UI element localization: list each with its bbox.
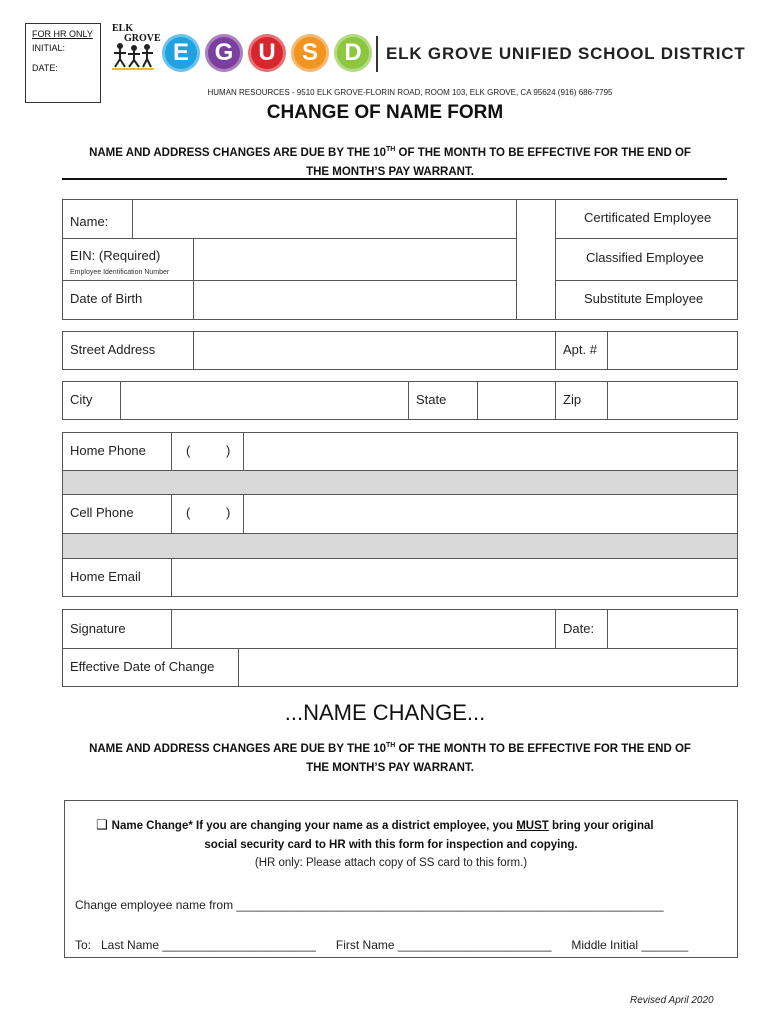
hr-only-box bbox=[25, 23, 101, 103]
home-phone-area-code-input[interactable] bbox=[193, 434, 223, 468]
dob-input[interactable] bbox=[195, 282, 515, 319]
logo-letter-u: U bbox=[248, 34, 286, 72]
home-phone-label: Home Phone bbox=[70, 443, 146, 458]
signature-label: Signature bbox=[70, 621, 126, 636]
state-label: State bbox=[416, 392, 447, 407]
col-divider bbox=[408, 381, 409, 420]
form-title: CHANGE OF NAME FORM bbox=[266, 102, 504, 123]
home-phone-input[interactable] bbox=[245, 434, 736, 468]
name-input[interactable] bbox=[134, 201, 514, 236]
col-divider bbox=[171, 494, 172, 533]
name-change-line2: social security card to HR with this form for inspection and copying. bbox=[204, 839, 578, 851]
zip-label: Zip bbox=[563, 392, 582, 407]
logo-text-elk: ELK bbox=[112, 23, 134, 34]
col-divider bbox=[607, 331, 608, 370]
substitute-checkbox[interactable] bbox=[518, 282, 554, 319]
notice-rule bbox=[62, 178, 727, 180]
header-divider bbox=[376, 36, 378, 72]
row-divider bbox=[555, 280, 738, 281]
logo-text-grove: GROVE bbox=[124, 33, 161, 44]
cell-phone-label: Cell Phone bbox=[70, 505, 134, 520]
hr-only-note: (HR only: Please attach copy of SS card to this form.) bbox=[254, 857, 528, 869]
gray-spacer-row bbox=[63, 471, 737, 494]
col-divider bbox=[555, 331, 556, 370]
apt-input[interactable] bbox=[609, 333, 736, 368]
col-divider bbox=[243, 432, 244, 470]
hr-date-label: DATE: bbox=[32, 62, 58, 73]
gray-spacer-row bbox=[63, 534, 737, 558]
row-divider bbox=[62, 558, 738, 559]
signature-date-input[interactable] bbox=[609, 611, 736, 646]
street-address-input[interactable] bbox=[195, 333, 553, 368]
col-divider bbox=[171, 558, 172, 597]
col-divider bbox=[607, 381, 608, 420]
col-divider bbox=[120, 381, 121, 420]
hr-only-title: FOR HR ONLY bbox=[32, 29, 93, 39]
col-divider bbox=[171, 432, 172, 470]
name-change-checkbox[interactable]: ❑ bbox=[96, 817, 108, 832]
logo-letter-d: D bbox=[334, 34, 372, 72]
area-code-close-paren: ) bbox=[226, 505, 231, 520]
ein-label: EIN: (Required) bbox=[70, 248, 161, 263]
row-divider bbox=[62, 238, 516, 239]
logo-letter-g: G bbox=[205, 34, 243, 72]
row-divider bbox=[62, 533, 738, 534]
signature-date-label: Date: bbox=[563, 621, 595, 636]
classified-checkbox[interactable] bbox=[518, 240, 554, 279]
home-email-input[interactable] bbox=[173, 560, 736, 595]
home-email-label: Home Email bbox=[70, 569, 141, 584]
col-divider bbox=[555, 199, 556, 320]
elk-grove-logo bbox=[112, 23, 161, 70]
effective-date-input[interactable] bbox=[240, 650, 736, 685]
city-input[interactable] bbox=[122, 383, 406, 418]
effective-date-label: Effective Date of Change bbox=[70, 659, 215, 674]
deadline-notice-repeat: NAME AND ADDRESS CHANGES ARE DUE BY THE 10TH OF THE MONTH TO BE EFFECTIVE FOR THE END OF THE MONTH’S PAY WARRANT. bbox=[89, 742, 691, 774]
col-divider bbox=[516, 199, 517, 320]
change-from-line: Change employee name from ________________________________________________________________ bbox=[75, 898, 664, 912]
state-input[interactable] bbox=[479, 383, 553, 418]
col-divider bbox=[555, 381, 556, 420]
col-divider bbox=[193, 331, 194, 370]
cell-phone-input[interactable] bbox=[245, 496, 736, 531]
hr-initial-label: INITIAL: bbox=[32, 42, 66, 53]
logo-letter-s: S bbox=[291, 34, 329, 72]
area-code-open-paren: ( bbox=[186, 505, 191, 520]
area-code-open-paren: ( bbox=[186, 443, 191, 458]
apt-label: Apt. # bbox=[563, 342, 597, 357]
dob-label: Date of Birth bbox=[70, 291, 143, 306]
new-name-line: To: Last Name _______________________ First Name _______________________ Middle Initial _______ bbox=[75, 938, 689, 952]
col-divider bbox=[607, 609, 608, 648]
col-divider bbox=[132, 199, 133, 238]
cell-phone-area-code-input[interactable] bbox=[193, 496, 223, 531]
classified-label: Classified Employee bbox=[586, 250, 704, 265]
area-code-close-paren: ) bbox=[226, 443, 231, 458]
certificated-label: Certificated Employee bbox=[584, 210, 712, 225]
col-divider bbox=[193, 238, 194, 320]
hr-address: HUMAN RESOURCES - 9510 ELK GROVE-FLORIN ROAD, ROOM 103, ELK GROVE, CA 95624 (916) 686-7795 bbox=[207, 88, 613, 97]
ein-sublabel: Employee Identification Number bbox=[70, 269, 170, 276]
certificated-checkbox[interactable] bbox=[518, 201, 554, 237]
zip-input[interactable] bbox=[609, 383, 736, 418]
name-label: Name: bbox=[70, 214, 109, 229]
substitute-label: Substitute Employee bbox=[584, 291, 704, 306]
logo-letter-e: E bbox=[162, 34, 200, 72]
ein-input[interactable] bbox=[195, 240, 515, 279]
col-divider bbox=[477, 381, 478, 420]
deadline-notice: NAME AND ADDRESS CHANGES ARE DUE BY THE 10TH OF THE MONTH TO BE EFFECTIVE FOR THE END OF THE MONTH’S PAY WARRANT. bbox=[89, 146, 691, 178]
col-divider bbox=[171, 609, 172, 648]
city-label: City bbox=[70, 392, 93, 407]
col-divider bbox=[238, 648, 239, 687]
name-change-line1: ❑ Name Change* If you are changing your name as a district employee, you MUST bring your original bbox=[96, 817, 654, 832]
col-divider bbox=[243, 494, 244, 533]
district-name: ELK GROVE UNIFIED SCHOOL DISTRICT bbox=[386, 44, 746, 63]
name-change-heading: ...NAME CHANGE... bbox=[284, 700, 486, 725]
signature-input[interactable] bbox=[173, 611, 553, 646]
row-divider bbox=[62, 280, 516, 281]
col-divider bbox=[555, 609, 556, 648]
street-address-label: Street Address bbox=[70, 342, 156, 357]
children-figures-icon bbox=[112, 42, 154, 70]
row-divider bbox=[555, 238, 738, 239]
revised-date: Revised April 2020 bbox=[630, 995, 714, 1006]
row-divider bbox=[62, 470, 738, 471]
row-divider bbox=[62, 494, 738, 495]
row-divider bbox=[62, 648, 738, 649]
